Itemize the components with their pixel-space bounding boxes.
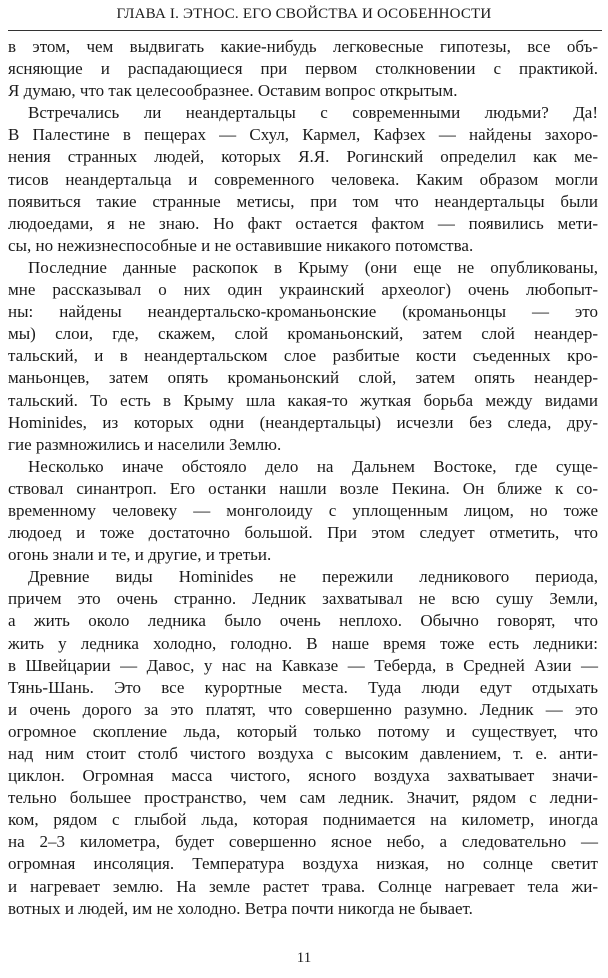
- text-line: и очень дорого за это платят, что совершенно разумно. Ледник — это: [8, 699, 598, 719]
- body-text: [8, 36, 598, 920]
- paragraph: [8, 257, 598, 456]
- text-line: тальский, и в неандертальском слое разбитые кости съеденных кро-: [8, 346, 598, 366]
- text-line: временному человеку — монголоиду с уплощенным лицом, но тоже: [8, 500, 598, 520]
- text-line: Последние данные раскопок в Крыму (они еще не опубликованы,: [28, 257, 598, 277]
- text-line: огонь знали и те, и другие, и третьи.: [8, 545, 272, 565]
- text-line: вотных и людей, им не холодно. Ветра почти никогда не бывает.: [8, 898, 473, 918]
- text-line: в Швейцарии — Давос, у нас на Кавказе — Теберда, в Средней Азии —: [8, 655, 598, 675]
- header-rule: [8, 30, 602, 31]
- paragraph: [8, 36, 598, 102]
- text-line: и нагревает землю. На земле растет трава. Солнце нагревает тела жи-: [8, 876, 598, 896]
- paragraph: [8, 566, 598, 920]
- text-line: тисов неандертальца и современного человека. Каким образом могли: [8, 169, 598, 189]
- text-line: тельно большее пространство, чем сам ледник. Значит, рядом с ледни-: [8, 788, 598, 808]
- text-line: ствовал синантроп. Его останки нашли возле Пекина. Он ближе к со-: [8, 478, 598, 498]
- paragraph: [8, 456, 598, 566]
- text-line: ком, рядом с глыбой льда, которая поднимается на километр, иногда: [8, 810, 598, 830]
- page-number: 11: [296, 950, 312, 966]
- text-line: на 2–3 километра, будет совершенно ясное небо, а следовательно —: [8, 832, 598, 852]
- text-line: Несколько иначе обстояло дело на Дальнем Востоке, где суще-: [28, 456, 598, 476]
- text-line: ны: найдены неандертальско-кроманьонские (кроманьонцы — это: [8, 302, 598, 322]
- text-line: тальский. То есть в Крыму шла какая-то жуткая борьба между видами: [8, 390, 598, 410]
- text-line: В Палестине в пещерах — Схул, Кармел, Кафзех — найдены захоро-: [8, 125, 598, 145]
- text-line: мы) слои, где, скажем, слой кроманьонский, затем слой неандер-: [8, 324, 598, 344]
- text-line: огромное скопление льда, который только потому и существует, что: [8, 721, 598, 741]
- running-header: ГЛАВА I. ЭТНОС. ЕГО СВОЙСТВА И ОСОБЕННОСТИ: [116, 6, 492, 22]
- text-line: огромная инсоляция. Температура воздуха низкая, но солнце светит: [8, 854, 598, 874]
- text-line: появиться такие странные метисы, при том что неандертальцы были: [8, 191, 598, 211]
- text-line: Hominides, из которых одни (неандертальцы) исчезли без следа, дру-: [8, 412, 598, 432]
- text-line: Тянь-Шань. Это все курортные места. Туда люди едут отдыхать: [8, 677, 598, 697]
- paragraph: [8, 102, 598, 257]
- text-line: жить у ледника холодно, голодно. В наше время тоже есть ледники:: [8, 633, 598, 653]
- text-line: маньонцев, затем опять кроманьонский слой, затем опять неандер-: [8, 368, 598, 388]
- text-line: циклон. Огромная масса чистого, ясного воздуха захватывает значи-: [8, 766, 598, 786]
- text-line: в этом, чем выдвигать какие-нибудь легковесные гипотезы, все объ-: [8, 37, 598, 56]
- text-line: нения странных людей, которых Я.Я. Рогинский определил как ме-: [8, 147, 598, 167]
- text-line: людоедами, я не знаю. Но факт остается фактом — появились мети-: [8, 213, 598, 233]
- text-line: Встречались ли неандертальцы с современными людьми? Да!: [28, 103, 598, 123]
- text-line: ясняющие и распадающиеся при первом столкновении с практикой.: [8, 59, 598, 79]
- text-line: Я думаю, что так целесообразнее. Оставим вопрос открытым.: [8, 81, 458, 101]
- text-line: гие размножились и населили Землю.: [8, 434, 282, 454]
- text-line: мне рассказывал о них один украинский археолог) очень любопыт-: [8, 280, 598, 300]
- text-line: сы, но нежизнеспособные и не оставившие никакого потомства.: [8, 235, 474, 255]
- text-line: людоед и тоже достаточно большой. При этом следует отметить, что: [8, 523, 598, 543]
- text-line: Древние виды Hominides не пережили ледникового периода,: [28, 567, 598, 587]
- text-line: над ним стоит столб чистого воздуха с высоким давлением, т. е. анти-: [8, 744, 598, 763]
- text-line: а жить около ледника было очень неплохо. Обычно говорят, что: [8, 611, 598, 631]
- text-line: причем это очень странно. Ледник захватывал не всю сушу Земли,: [8, 589, 598, 609]
